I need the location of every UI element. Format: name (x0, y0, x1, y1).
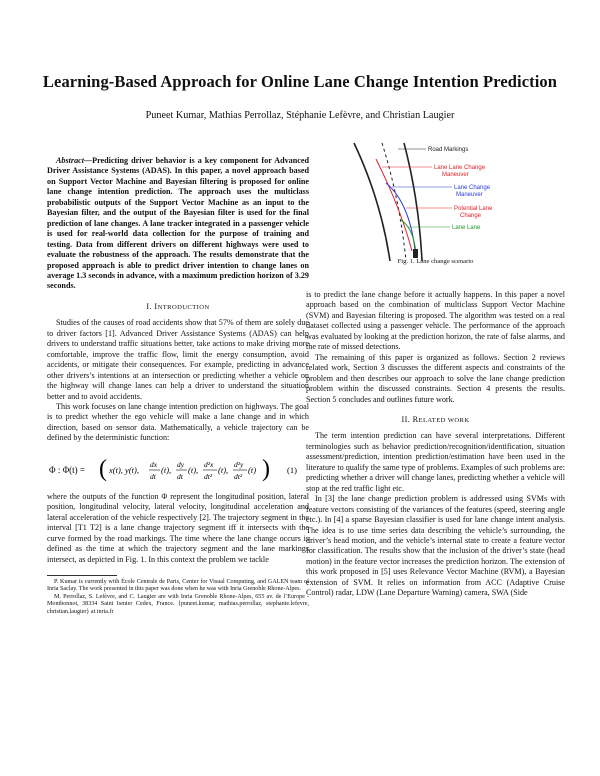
right-column (306, 290, 565, 599)
related-paragraph-1: The term intention prediction can have several interpretations. Different terminologies such as behavior prediction/recognition/identification, situation assessment/prediction, intention prediction/estimation have been used in the literature to qualify the same type of problems. Examples of such problems are: predicting whether a driver will change lanes, predicting whether a vehicle will stop at the red traffic light etc. (306, 431, 565, 493)
svg-text:d²y: d²y (234, 459, 244, 469)
road-marking-left (354, 143, 390, 261)
svg-text:(t),: (t), (188, 464, 199, 475)
intro-paragraph-1: Studies of the causes of road accidents show that 57% of them are solely due to driver factors [1]. Advanced Driver Assistance Systems (ADAS) can help drivers to understand traffic situations better, take actions to make driving more comfortable, improve the traffic flow, limit the energy consumption, avoid accidents, or mitigate their consequences. For example, predicting in advance other drivers’s intentions at an intersection or predicting whether a vehicle on the highway will change lanes can help a driver to understand the situation better and to avoid accidents. (47, 318, 309, 401)
figure-caption: Fig. 1. Lane change scenario (397, 258, 474, 265)
fig-label-0: Road Markings (428, 147, 469, 153)
svg-text:x(t), y(t),: x(t), y(t), (109, 464, 139, 475)
left-column (47, 156, 309, 616)
abstract (47, 156, 309, 292)
abstract-text: —Predicting driver behavior is a key component for Advanced Driver Assistance Systems (ADAS). In this paper, a novel approach based on Support Vector Machine and Bayesian filtering is proposed for online lane change intention prediction. The approach uses the multiclass probabilistic outputs of the Support Vector Machine as an input to the Bayesian filter, and the output of the Bayesian filter is used for the final prediction of lane changes. A lane tracker integrated in a passenger vehicle is used for real-world data collection for the purpose of training and testing. Data from different drivers on different highways were used to evaluate the robustness of the approach. The results demonstrate that the proposed approach is able to predict driver intention to change lanes on average 1.3 seconds in advance, with a maximum prediction horizon of 3.29 seconds. (47, 156, 309, 291)
equation-number: (1) (287, 464, 297, 475)
figure-lane-change-scenario (342, 141, 532, 261)
trajectory-red (376, 159, 412, 251)
footnote-1: P. Kumar is currently with École Centrale de Paris, Center for Visual Computing, and GALEN team of Inria Saclay. The work presented in this paper was done when he was with Inria Grenoble Rhone-Alpes. (47, 578, 309, 593)
footnote-rule (47, 575, 117, 576)
intro-paragraph-2: This work focuses on lane change intention prediction on highways. The goal is to predict whether the ego vehicle will make a lane change and in which direction, based on sensor data. Mathematically, a vehicle trajectory can be defined by the deterministic function: (47, 401, 309, 443)
abstract-label: Abstract (56, 156, 84, 165)
fig-label-4: Maneuver (456, 192, 483, 198)
footnote-2: M. Perrollaz, S. Lefèvre, and C. Laugier are with Inria Grenoble Rhone-Alpes, 655 av. de l’Europe - Montbonnot, 38334 Saint Ismier Cedex, France. {puneet.kumar, mathias.perrollaz, stephanie.lefevre, christian.laugier} at inria.fr (47, 593, 309, 615)
fig-label-3: Lane Change (454, 185, 491, 191)
fig-label-7: Lane Lane (452, 225, 481, 231)
svg-text:(t),: (t), (161, 464, 172, 475)
svg-text:d²x: d²x (204, 459, 214, 469)
fig-label-5: Potential Lane (454, 206, 493, 212)
svg-text:dx: dx (150, 459, 158, 469)
intro-paragraph-3: where the outputs of the function Φ represent the longitudinal position, lateral position, longitudinal velocity, lateral velocity, longitudinal acceleration and lateral acceleration of the vehicle respectively [2]. The trajectory segment in the interval [T1 T2] is a lane change trajectory segment iff it intersects with the curve formed by the road markings. The time where the lane change occurs is defined as the time at which the trajectory segment and the lane markings intersect, as depicted in Fig. 1. In this context the problem we tackle (47, 491, 309, 564)
svg-text:dt: dt (150, 471, 156, 481)
section-heading-introduction: I. INTRODUCTION (146, 301, 210, 311)
svg-text:dy: dy (177, 459, 185, 469)
svg-text:dt²: dt² (234, 471, 243, 481)
intro-paragraph-5: The remaining of this paper is organized as follows. Section 2 reviews related work, Section 3 discusses the different aspects and constraints of the problem and then describes our approach to solve the lane change prediction problem within the discussed constraints. Section 4 presents the results. Section 5 concludes and outlines future work. (306, 352, 565, 404)
paper-title: Learning-Based Approach for Online Lane Change Intention Prediction (42, 72, 558, 91)
related-paragraph-2: In [3] the lane change prediction problem is addressed using SVMs with feature vectors consisting of the variances of the features (speed, steering angle etc.). In [4] a sparse Bayesian classifier is used for lane change intent analysis. The idea is to use time series data describing the vehicle’s surrounding, the driver’s head motion, and the vehicle’s internal state to create a feature vector for classification. The results show that the inclusion of the driver’s state (head motion) in the feature vector increases the prediction horizon. The extension of this work proposed in [5] uses Relevance Vector Machine (RVM), a Bayesian extension of SVM. It relies on information from ACC (Adaptive Cruise Control) radar, LDW (Lane Departure Warning) camera, SWA (Side (306, 494, 565, 598)
ego-vehicle (413, 249, 418, 258)
road-marking-right (404, 143, 422, 261)
fig-label-6: Change (460, 213, 482, 219)
section-heading-related-work: II. RELATED WORK (401, 414, 470, 424)
equation-1 (47, 450, 309, 488)
intro-paragraph-4: is to predict the lane change before it actually happens. In this paper a novel approach based on the combination of multiclass Support Vector Machine (SVM) and Bayesian filtering is proposed. The algorithm was tested on a real dataset collected using a passenger vehicle. The performance of the approach was evaluated by looking at the prediction horizon, the rate of false alarms, and the rate of missed detections. (306, 290, 565, 352)
equation-lhs: Φ : Φ(t) = (49, 464, 85, 475)
svg-text:(t),: (t), (218, 464, 229, 475)
paper-authors: Puneet Kumar, Mathias Perrollaz, Stéphanie Lefèvre, and Christian Laugier (145, 110, 455, 121)
svg-text:dt: dt (177, 471, 183, 481)
fig-label-1: Lane Lane Change (434, 165, 486, 171)
svg-text:): ) (262, 455, 270, 482)
svg-text:(t): (t) (248, 464, 257, 475)
trajectory-blue (386, 183, 415, 251)
fig-label-2: Maneuver (442, 172, 469, 178)
road-marking-middle (382, 143, 406, 261)
svg-text:dt²: dt² (204, 471, 213, 481)
svg-text:(: ( (99, 455, 107, 482)
